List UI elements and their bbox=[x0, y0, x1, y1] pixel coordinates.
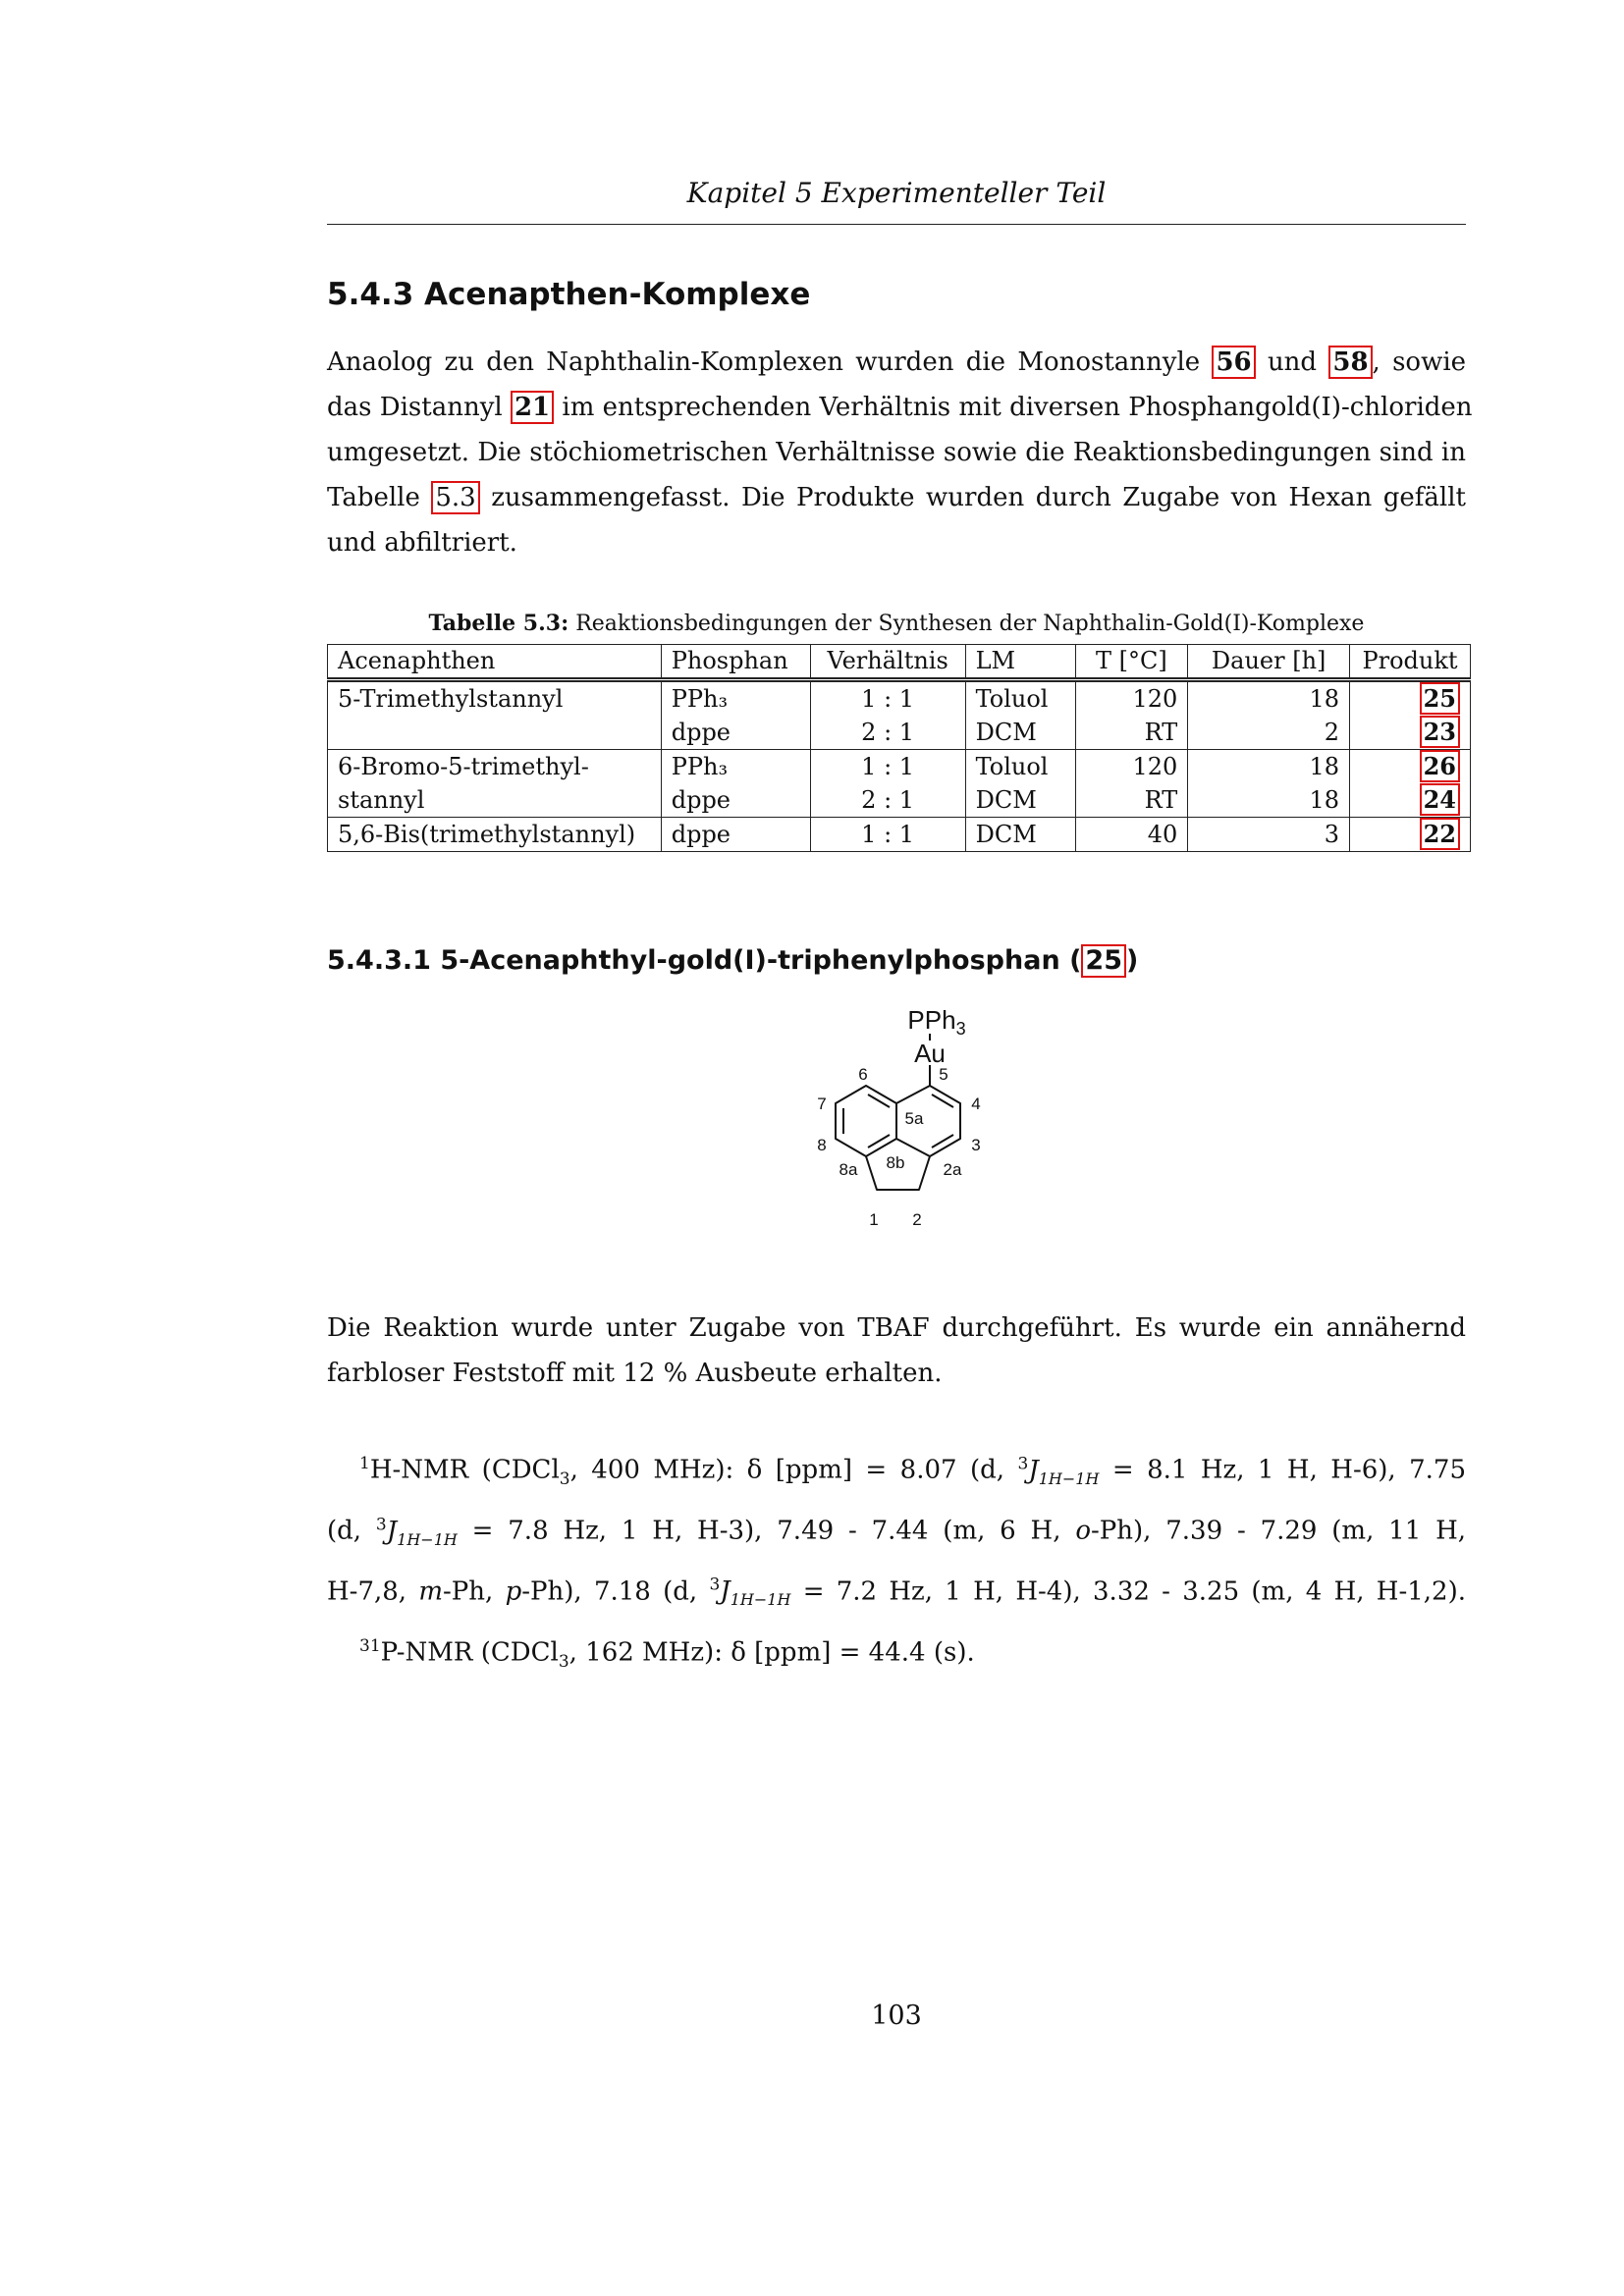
cell-phosphan: PPh₃ bbox=[661, 680, 810, 717]
cell-lm: DCM bbox=[965, 818, 1075, 852]
intro-line-3: umgesetzt. Die stöchiometrischen Verhältnisse sowie die Reaktionsbedingungen sind in bbox=[327, 438, 1466, 467]
label-pph3: PPh$_3$ bbox=[907, 1005, 966, 1039]
col-header-verhaeltnis: Verhältnis bbox=[810, 645, 965, 680]
p-nmr-line: $^{31}$P-NMR (CDCl$_3$, 162 MHz): δ [ppm] = 44.4 (s). bbox=[359, 1635, 975, 1672]
cell-lm: DCM bbox=[965, 783, 1075, 818]
label-c6: 6 bbox=[858, 1065, 868, 1084]
table-row bbox=[328, 750, 1471, 784]
intro-line-2: das Distannyl 21 im entsprechenden Verhältnis mit diversen Phosphangold(I)-chloriden bbox=[327, 393, 1473, 422]
page-number: 103 bbox=[871, 2001, 922, 2031]
table-row bbox=[328, 818, 1471, 852]
label-au: Au bbox=[914, 1039, 946, 1068]
cell-lm: Toluol bbox=[965, 680, 1075, 717]
cell-acenaphthen: 5-Trimethylstannyl bbox=[328, 680, 662, 717]
cell-lm: DCM bbox=[965, 716, 1075, 750]
col-header-phosphan: Phosphan bbox=[661, 645, 810, 680]
header-rule bbox=[327, 224, 1466, 225]
cell-temperature: RT bbox=[1075, 783, 1188, 818]
cell-dauer: 18 bbox=[1188, 783, 1350, 818]
product-ref[interactable]: 22 bbox=[1420, 818, 1460, 850]
product-ref[interactable]: 25 bbox=[1420, 682, 1460, 715]
cell-produkt bbox=[1350, 716, 1471, 750]
cell-acenaphthen bbox=[328, 716, 662, 750]
cell-produkt bbox=[1350, 783, 1471, 818]
compound-ref-21[interactable]: 21 bbox=[511, 391, 554, 424]
cell-verhaeltnis: 2 : 1 bbox=[810, 783, 965, 818]
table-row bbox=[328, 716, 1471, 750]
cell-acenaphthen: 6-Bromo-5-trimethyl- bbox=[328, 750, 662, 784]
table-header-row bbox=[328, 645, 1471, 680]
label-c2a: 2a bbox=[943, 1160, 962, 1179]
result-line-1: Die Reaktion wurde unter Zugabe von TBAF durchgeführt. Es wurde ein annähernd bbox=[327, 1313, 1466, 1343]
left-aromatic-ring bbox=[836, 1086, 896, 1156]
compound-ref-25[interactable]: 25 bbox=[1081, 944, 1126, 978]
cell-verhaeltnis: 1 : 1 bbox=[810, 818, 965, 852]
col-header-produkt: Produkt bbox=[1350, 645, 1471, 680]
table-caption-text: Reaktionsbedingungen der Synthesen der Naphthalin-Gold(I)-Komplexe bbox=[575, 612, 1365, 636]
cell-phosphan: dppe bbox=[661, 716, 810, 750]
cell-lm: Toluol bbox=[965, 750, 1075, 784]
cell-acenaphthen: 5,6-Bis(trimethylstannyl) bbox=[328, 818, 662, 852]
table-ref-5-3[interactable]: 5.3 bbox=[431, 481, 479, 514]
table-caption-label: Tabelle 5.3: bbox=[428, 611, 569, 636]
label-c8: 8 bbox=[817, 1136, 827, 1154]
cell-dauer: 3 bbox=[1188, 818, 1350, 852]
result-paragraph bbox=[327, 1306, 1466, 1396]
product-ref[interactable]: 26 bbox=[1420, 750, 1460, 782]
cell-phosphan: dppe bbox=[661, 783, 810, 818]
h-nmr-line-2: (d, $^3J_{1H-1H} = 7.8$ Hz, 1 H, H-3), 7.49 - 7.44 (m, 6 H, o-Ph), 7.39 - 7.29 (m, 11 H, bbox=[327, 1514, 1467, 1549]
intro-line-5: und abfiltriert. bbox=[327, 528, 517, 558]
section-title: 5.4.3 Acenapthen-Komplexe bbox=[327, 277, 811, 312]
running-header: Kapitel 5 Experimenteller Teil bbox=[686, 177, 1107, 209]
h-nmr-block bbox=[327, 1441, 1466, 1683]
cell-produkt bbox=[1350, 750, 1471, 784]
label-c2: 2 bbox=[912, 1210, 922, 1229]
cell-dauer: 18 bbox=[1188, 680, 1350, 717]
cell-produkt bbox=[1350, 680, 1471, 717]
label-c5: 5 bbox=[939, 1065, 948, 1084]
table-row bbox=[328, 783, 1471, 818]
col-header-acenaphthen: Acenaphthen bbox=[328, 645, 662, 680]
reaction-table bbox=[327, 644, 1471, 852]
table-caption bbox=[327, 611, 1466, 636]
intro-line-1: Anaolog zu den Naphthalin-Komplexen wurden die Monostannyle 56 und 58 , sowie bbox=[327, 347, 1467, 377]
cell-temperature: RT bbox=[1075, 716, 1188, 750]
cell-temperature: 40 bbox=[1075, 818, 1188, 852]
cell-produkt bbox=[1350, 818, 1471, 852]
label-c5a: 5a bbox=[904, 1109, 924, 1128]
acenaphthyl-gold-structure bbox=[766, 1001, 1021, 1256]
compound-ref-58[interactable]: 58 bbox=[1328, 346, 1372, 379]
compound-ref-56[interactable]: 56 bbox=[1212, 346, 1255, 379]
cell-phosphan: PPh₃ bbox=[661, 750, 810, 784]
cell-dauer: 2 bbox=[1188, 716, 1350, 750]
result-line-2: farbloser Feststoff mit 12 % Ausbeute erhalten. bbox=[327, 1359, 943, 1388]
cell-acenaphthen: stannyl bbox=[328, 783, 662, 818]
label-c8a: 8a bbox=[839, 1160, 858, 1179]
col-header-dauer: Dauer [h] bbox=[1188, 645, 1350, 680]
h-nmr-line-1: $^1$H-NMR (CDCl$_3$, 400 MHz): δ [ppm] = 8.07 (d, $^3J_{1H-1H} = 8.1$ Hz, 1 H, H-6), 7.75 bbox=[359, 1454, 1467, 1489]
product-ref[interactable]: 24 bbox=[1420, 783, 1460, 816]
col-header-temperature: T [°C] bbox=[1075, 645, 1188, 680]
product-ref[interactable]: 23 bbox=[1420, 716, 1460, 748]
intro-line-4: Tabelle 5.3 zusammengefasst. Die Produkte wurden durch Zugabe von Hexan gefällt bbox=[327, 483, 1467, 512]
label-c1: 1 bbox=[869, 1210, 879, 1229]
h-nmr-line-3: H-7,8, m-Ph, p-Ph), 7.18 (d, $^3J_{1H-1H} = 7.2$ Hz, 1 H, H-4), 3.32 - 3.25 (m, 4 H, H-1,2). bbox=[327, 1575, 1467, 1610]
label-c3: 3 bbox=[971, 1136, 981, 1154]
label-c8b: 8b bbox=[886, 1153, 905, 1172]
col-header-lm: LM bbox=[965, 645, 1075, 680]
cell-phosphan: dppe bbox=[661, 818, 810, 852]
cell-temperature: 120 bbox=[1075, 750, 1188, 784]
cell-verhaeltnis: 1 : 1 bbox=[810, 680, 965, 717]
subsection-title: 5.4.3.1 5-Acenaphthyl-gold(I)-triphenylphosphan ( 25 ) bbox=[327, 945, 1139, 976]
cell-verhaeltnis: 2 : 1 bbox=[810, 716, 965, 750]
cell-temperature: 120 bbox=[1075, 680, 1188, 717]
intro-paragraph bbox=[327, 340, 1473, 565]
cell-dauer: 18 bbox=[1188, 750, 1350, 784]
cell-verhaeltnis: 1 : 1 bbox=[810, 750, 965, 784]
label-c4: 4 bbox=[971, 1095, 981, 1113]
table-row bbox=[328, 680, 1471, 717]
label-c7: 7 bbox=[817, 1095, 827, 1113]
